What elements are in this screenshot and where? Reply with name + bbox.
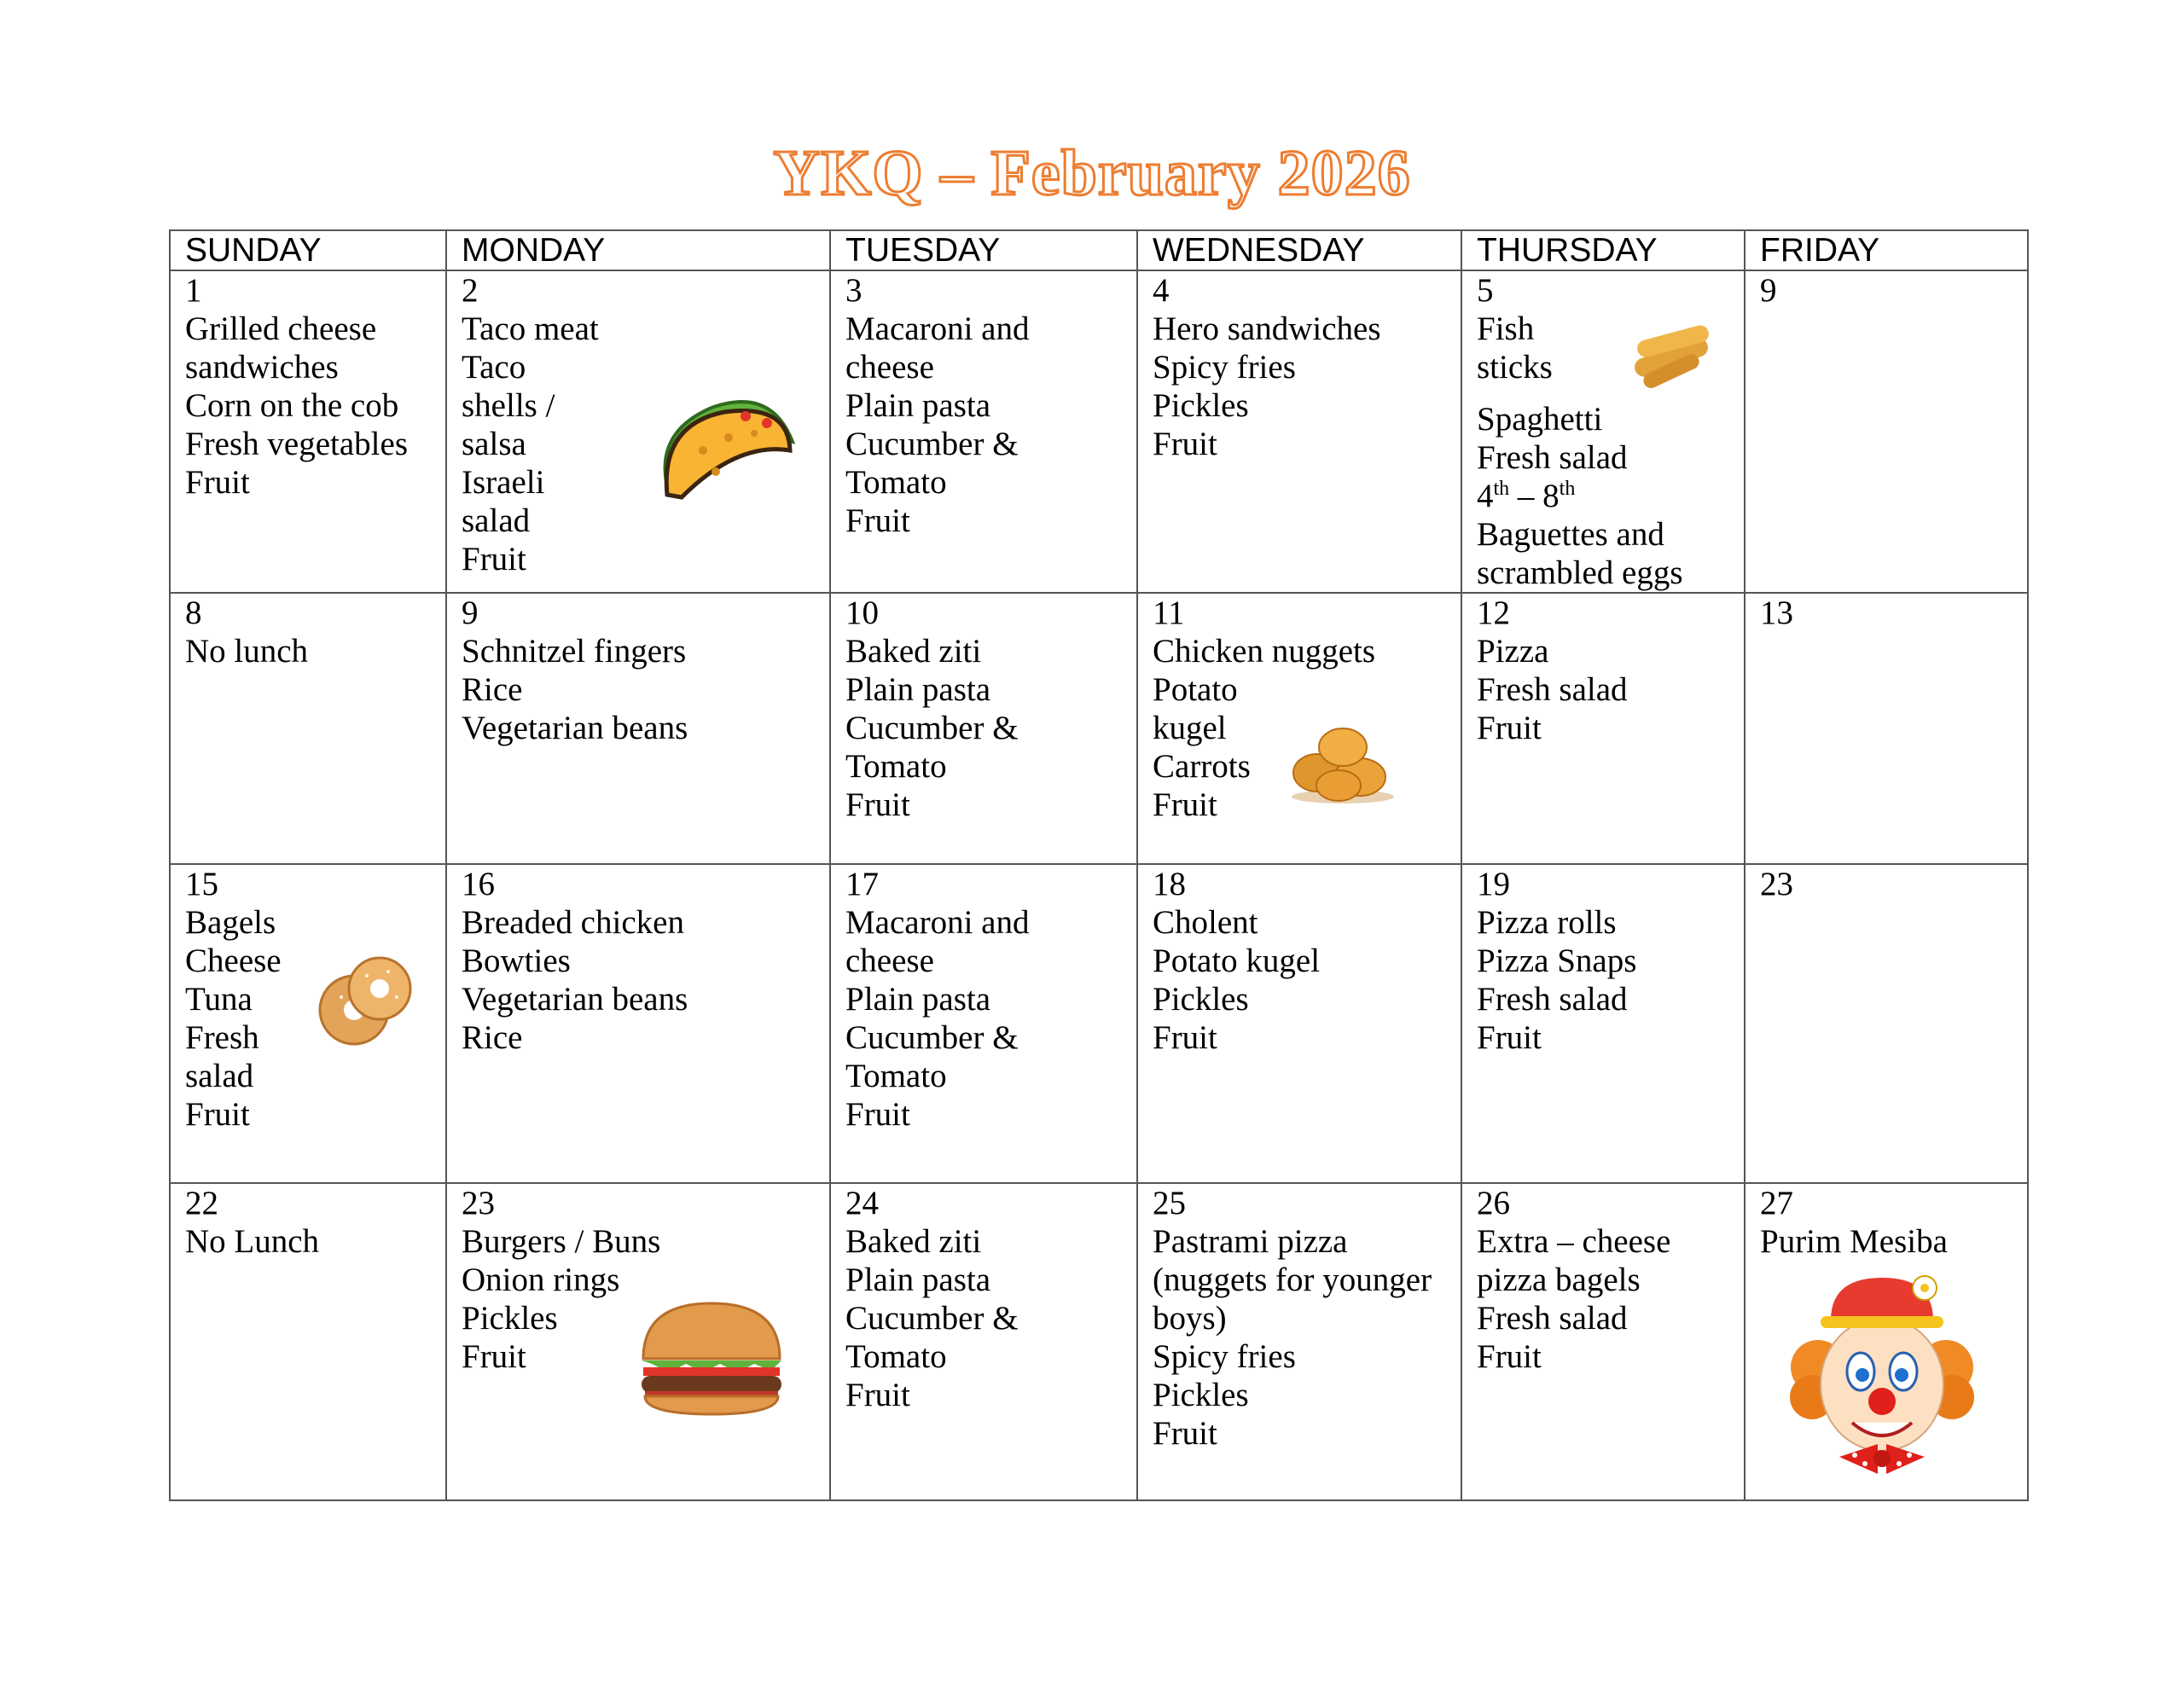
day-number: 18: [1153, 866, 1186, 902]
day-number: 27: [1760, 1185, 1793, 1221]
menu-item: Macaroni and cheese: [845, 310, 1030, 386]
menu-item: Tuna: [185, 981, 253, 1018]
day-cell: [1137, 593, 1461, 864]
bagel-icon: [307, 946, 418, 1053]
menu-item: Fruit: [1477, 710, 1542, 746]
menu-item: Fruit: [1153, 426, 1217, 462]
day-number: 24: [845, 1185, 879, 1221]
day-number: 11: [1153, 595, 1185, 631]
menu-item: Vegetarian beans: [462, 981, 688, 1018]
menu-item: Fresh salad: [185, 1019, 259, 1094]
menu-item: Spicy fries: [1153, 1338, 1296, 1375]
menu-item: Fruit: [1153, 1019, 1217, 1056]
day-number: 22: [185, 1185, 218, 1221]
header-friday: FRIDAY: [1745, 230, 2028, 270]
menu-item: Fresh salad: [1477, 1300, 1628, 1337]
day-number: 12: [1477, 595, 1510, 631]
day-number: 19: [1477, 866, 1510, 902]
menu-item: Pickles: [1153, 1377, 1249, 1413]
menu-item: Plain pasta: [845, 387, 991, 424]
day-cell: [1745, 593, 2028, 864]
day-number: 1: [185, 272, 202, 309]
menu-item: Bagels: [185, 904, 276, 941]
day-cell: [830, 593, 1137, 864]
menu-item: Fresh salad: [1477, 439, 1628, 476]
menu-item: Breaded chicken: [462, 904, 684, 941]
day-number: 16: [462, 866, 495, 902]
menu-item: Fresh salad: [1477, 981, 1628, 1018]
taco-icon: [643, 382, 805, 502]
day-cell: [1137, 864, 1461, 1183]
menu-item: No Lunch: [185, 1223, 320, 1260]
week-row: [170, 270, 2028, 593]
menu-item: Fruit: [1477, 1338, 1542, 1375]
menu-item: Corn on the cob: [185, 387, 399, 424]
menu-item: Plain pasta: [845, 671, 991, 708]
nuggets-icon: [1287, 713, 1398, 807]
day-cell: [830, 864, 1137, 1183]
day-number: 26: [1477, 1185, 1510, 1221]
menu-item: Vegetarian beans: [462, 710, 688, 746]
menu-item: Baked ziti: [845, 1223, 982, 1260]
menu-item: Fruit: [185, 1096, 250, 1133]
day-number: 8: [185, 595, 202, 631]
menu-item: Fresh salad: [1477, 671, 1628, 708]
page-title: YKQ – February 2026: [773, 137, 1411, 209]
header-thursday: THURSDAY: [1461, 230, 1745, 270]
menu-item: Plain pasta: [845, 1262, 991, 1298]
menu-item: Israeli salad: [462, 464, 545, 539]
menu-item: No lunch: [185, 633, 309, 670]
menu-item: Baguettes and scrambled eggs: [1477, 516, 1683, 591]
header-row: [170, 230, 2028, 270]
clown-icon: [1780, 1269, 1984, 1491]
menu-item: Schnitzel fingers: [462, 633, 687, 670]
day-cell: [1461, 270, 1745, 593]
menu-item: Taco meat: [462, 310, 599, 347]
menu-item: Fruit: [462, 1338, 526, 1375]
week-row: [170, 1183, 2028, 1500]
menu-item: Fish sticks: [1477, 310, 1553, 386]
menu-item: Cheese: [185, 943, 282, 979]
menu-item: Pizza: [1477, 633, 1549, 670]
header-monday: MONDAY: [446, 230, 830, 270]
menu-item: Burgers / Buns: [462, 1223, 661, 1260]
day-cell: [170, 864, 446, 1183]
menu-item: Spaghetti: [1477, 401, 1603, 438]
menu-item: Fruit: [845, 1096, 910, 1133]
menu-item: Cucumber & Tomato: [845, 1019, 1019, 1094]
day-number: 5: [1477, 272, 1494, 309]
menu-item: Plain pasta: [845, 981, 991, 1018]
menu-item: Fruit: [845, 502, 910, 539]
menu-item: Fruit: [1477, 1019, 1542, 1056]
day-cell: [1461, 1183, 1745, 1500]
day-cell: [1137, 1183, 1461, 1500]
day-cell: [170, 1183, 446, 1500]
menu-item: Macaroni and cheese: [845, 904, 1030, 979]
menu-item: Carrots: [1153, 748, 1251, 785]
menu-item: Pickles: [462, 1300, 558, 1337]
day-cell: [170, 593, 446, 864]
day-cell: [1461, 593, 1745, 864]
day-cell: [830, 1183, 1137, 1500]
day-number: 15: [185, 866, 218, 902]
header-sunday: SUNDAY: [170, 230, 446, 270]
day-cell: [446, 1183, 830, 1500]
day-number: 23: [1760, 866, 1793, 902]
day-number: 2: [462, 272, 479, 309]
menu-item: Rice: [462, 1019, 523, 1056]
day-number: 3: [845, 272, 863, 309]
menu-item: Spicy fries: [1153, 349, 1296, 386]
calendar-table: [169, 229, 2029, 1501]
day-number: 23: [462, 1185, 495, 1221]
menu-item: Fresh vegetables: [185, 426, 409, 462]
menu-item: Taco shells / salsa: [462, 349, 555, 462]
header-tuesday: TUESDAY: [830, 230, 1137, 270]
day-number: 9: [462, 595, 479, 631]
day-number: 4: [1153, 272, 1170, 309]
day-number: 25: [1153, 1185, 1186, 1221]
menu-item: Potato kugel: [1153, 943, 1321, 979]
header-wednesday: WEDNESDAY: [1137, 230, 1461, 270]
menu-item: Pastrami pizza (nuggets for younger boys): [1153, 1223, 1432, 1337]
day-cell: [1745, 1183, 2028, 1500]
menu-item: Cholent: [1153, 904, 1258, 941]
day-cell: [1461, 864, 1745, 1183]
menu-item: Cucumber & Tomato: [845, 1300, 1019, 1375]
menu-item: Cucumber & Tomato: [845, 426, 1019, 501]
day-number: 10: [845, 595, 879, 631]
menu-item: Fruit: [185, 464, 250, 501]
day-cell: [446, 864, 830, 1183]
day-number: 13: [1760, 595, 1793, 631]
menu-item: Chicken nuggets: [1153, 633, 1376, 670]
menu-item: Fruit: [845, 786, 910, 823]
menu-item: Grilled cheese sandwiches: [185, 310, 377, 386]
menu-item: Pickles: [1153, 981, 1249, 1018]
menu-item: Fruit: [1153, 1415, 1217, 1452]
day-number: 9: [1760, 272, 1777, 309]
day-cell: [1137, 270, 1461, 593]
menu-item: Hero sandwiches: [1153, 310, 1381, 347]
day-cell: [1745, 864, 2028, 1183]
burger-icon: [635, 1299, 788, 1418]
day-cell: [830, 270, 1137, 593]
menu-item: Fruit: [845, 1377, 910, 1413]
day-cell: [170, 270, 446, 593]
menu-item: Baked ziti: [845, 633, 982, 670]
day-cell: [446, 270, 830, 593]
menu-item: Rice: [462, 671, 523, 708]
day-cell: [446, 593, 830, 864]
menu-item: Purim Mesiba: [1760, 1223, 1948, 1260]
day-number: 17: [845, 866, 879, 902]
menu-item: Bowties: [462, 943, 571, 979]
menu-item: Fruit: [1153, 786, 1217, 823]
menu-item: Cucumber & Tomato: [845, 710, 1019, 785]
menu-item: Pizza Snaps: [1477, 943, 1637, 979]
menu-item: Fruit: [462, 541, 526, 577]
fish-sticks-icon: [1624, 314, 1718, 391]
week-row: [170, 593, 2028, 864]
menu-item: Pickles: [1153, 387, 1249, 424]
week-row: [170, 864, 2028, 1183]
menu-item: Extra – cheese pizza bagels: [1477, 1223, 1671, 1298]
day-cell: [1745, 270, 2028, 593]
date-range-note: 4th – 8th: [1477, 478, 1576, 514]
menu-item: Onion rings: [462, 1262, 620, 1298]
menu-item: Potato kugel: [1153, 671, 1238, 746]
menu-item: Pizza rolls: [1477, 904, 1617, 941]
